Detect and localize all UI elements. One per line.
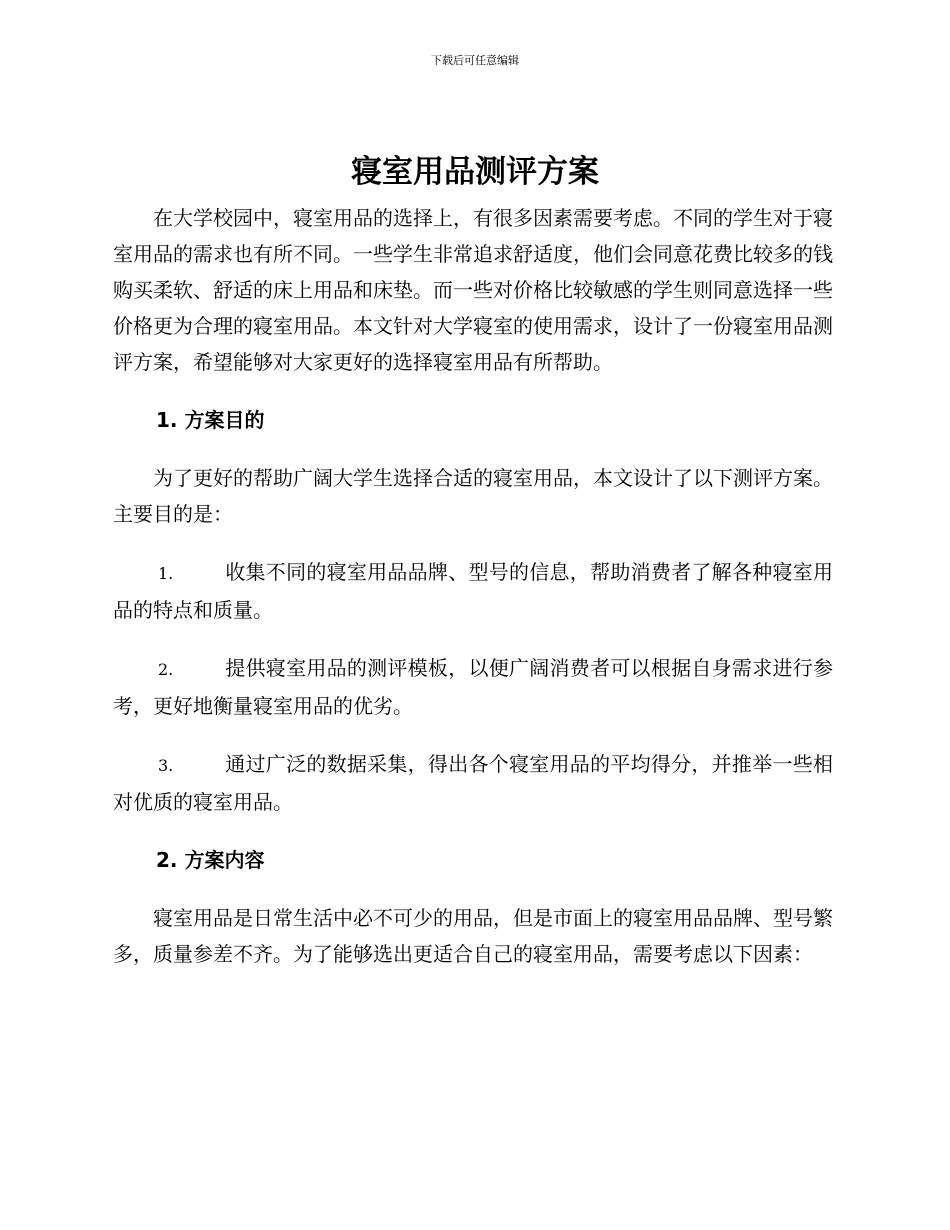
intro-paragraph: 在大学校园中，寝室用品的选择上，有很多因素需要考虑。不同的学生对于寝室用品的需求也有所不同。一些学生非常追求舒适度，他们会同意花费比较多的钱购买柔软、舒适的床上用品和床垫。而一些对价格比较敏感的学生则同意选择一些价格更为合理的寝室用品。本文针对大学寝室的使用需求，设计了一份寝室用品测评方案，希望能够对大家更好的选择寝室用品有所帮助。 [113,206,833,374]
page-header-note: 下载后可任意编辑 [431,54,519,67]
section-heading-purpose: 1. 方案目的 [156,408,265,432]
section-heading-content: 2. 方案内容 [156,848,265,872]
list-item-text: 收集不同的寝室用品品牌、型号的信息，帮助消费者了解各种寝室用品的特点和质量。 [113,560,833,622]
purpose-paragraph: 为了更好的帮助广阔大学生选择合适的寝室用品，本文设计了以下测评方案。主要目的是： [113,466,833,526]
list-item-number: 3. [158,756,174,775]
list-item-number: 1. [158,564,174,583]
document-title: 寝室用品测评方案 [351,154,599,190]
content-paragraph: 寝室用品是日常生活中必不可少的用品，但是市面上的寝室用品品牌、型号繁多，质量参差不齐。为了能够选出更适合自己的寝室用品，需要考虑以下因素： [113,906,833,966]
list-item [113,650,833,724]
list-item-text: 提供寝室用品的测评模板，以便广阔消费者可以根据自身需求进行参考，更好地衡量寝室用品的优劣。 [113,656,833,718]
list-item-number: 2. [158,660,174,679]
list-item-text: 通过广泛的数据采集，得出各个寝室用品的平均得分，并推举一些相对优质的寝室用品。 [113,752,833,814]
list-item [113,746,833,820]
list-item [113,554,833,628]
document-body [113,200,833,972]
